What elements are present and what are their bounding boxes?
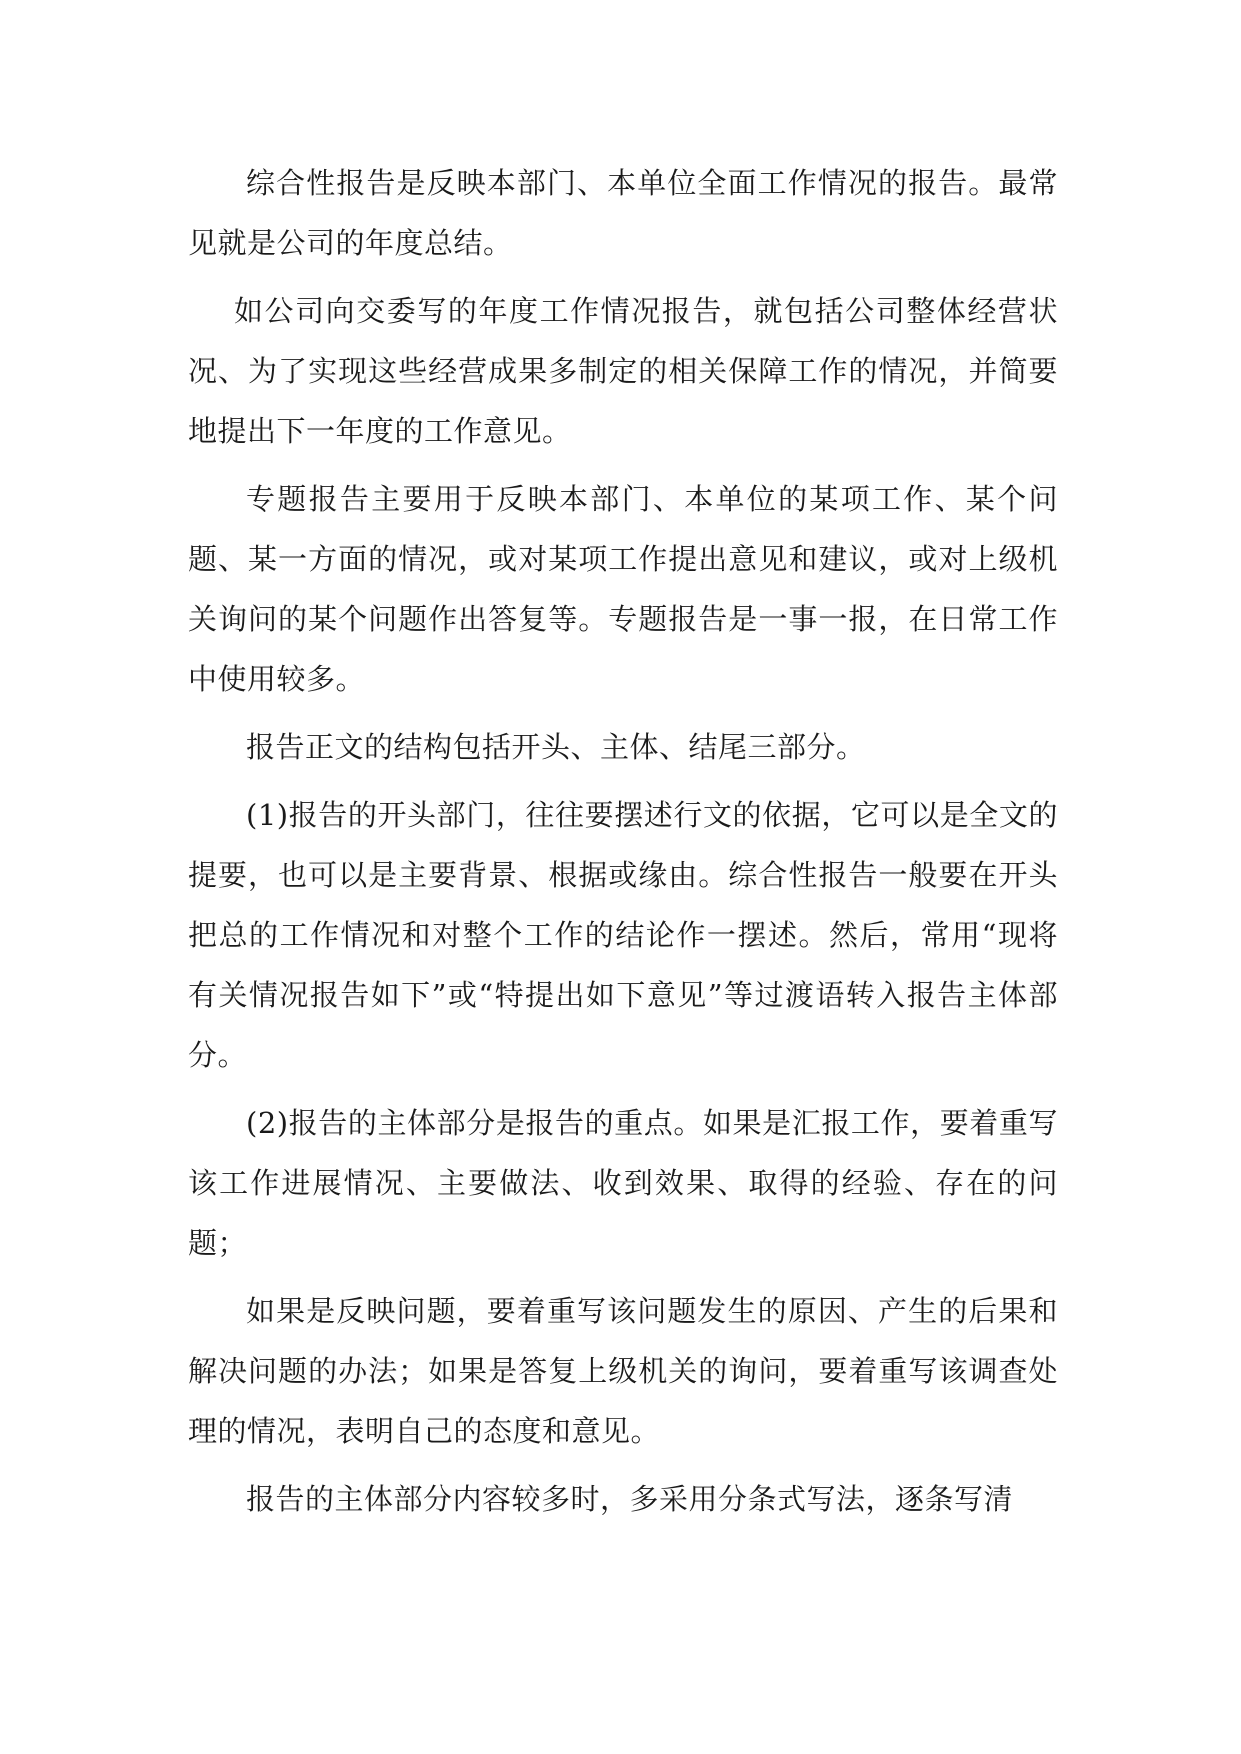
paragraph-reflecting-problems: 如果是反映问题，要着重写该问题发生的原因、产生的后果和解决问题的办法；如果是答复上级机关的询问，要着重写该调查处理的情况，表明自己的态度和意见。 [188, 1294, 1058, 1448]
paragraph-report-structure: 报告正文的结构包括开头、主体、结尾三部分。 [246, 730, 866, 764]
paragraph-main-section: (2)报告的主体部分是报告的重点。如果是汇报工作，要着重写该工作进展情况、主要做法、收到效果、取得的经验、存在的问题； [188, 1106, 1058, 1260]
paragraph-opening-section: (1)报告的开头部门，往往要摆述行文的依据，它可以是全文的提要，也可以是主要背景、根据或缘由。综合性报告一般要在开头把总的工作情况和对整个工作的结论作一摆述。然后，常用“现将有关情况报告如下”或“特提出如下意见”等过渡语转入报告主体部分。 [188, 798, 1058, 1072]
paragraph-special-report: 专题报告主要用于反映本部门、本单位的某项工作、某个问题、某一方面的情况，或对某项工作提出意见和建议，或对上级机关询问的某个问题作出答复等。专题报告是一事一报，在日常工作中使用较多。 [188, 482, 1058, 696]
paragraph-comprehensive-report: 综合性报告是反映本部门、本单位全面工作情况的报告。最常见就是公司的年度总结。 [188, 166, 1058, 260]
document-body [188, 153, 1058, 1537]
paragraph-itemized-writing: 报告的主体部分内容较多时，多采用分条式写法，逐条写清 [246, 1482, 1014, 1516]
paragraph-annual-report-example: 如公司向交委写的年度工作情况报告，就包括公司整体经营状况、为了实现这些经营成果多制定的相关保障工作的情况，并简要地提出下一年度的工作意见。 [188, 294, 1058, 448]
